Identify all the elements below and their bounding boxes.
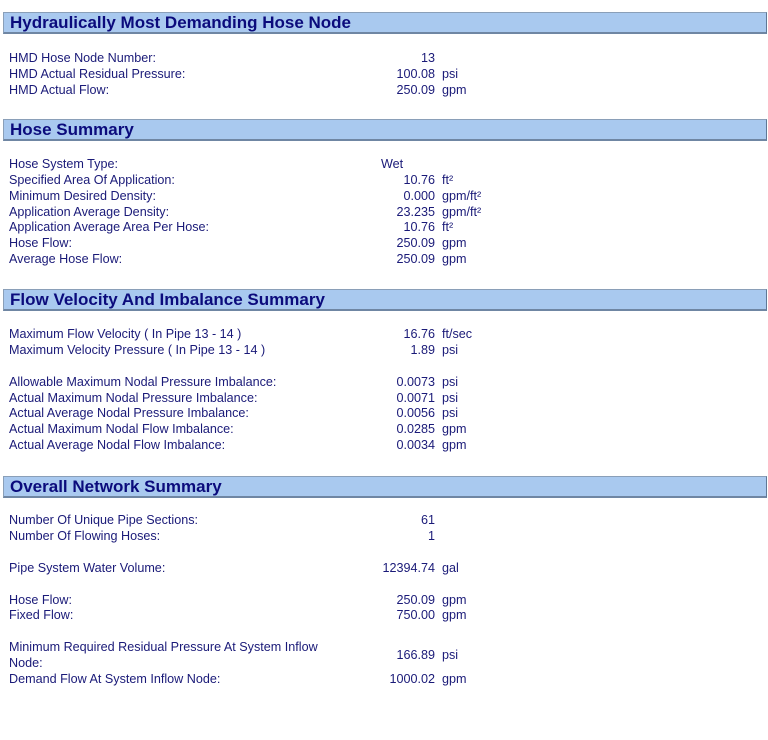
row-label: Fixed Flow: bbox=[9, 608, 74, 622]
row-label: Specified Area Of Application: bbox=[9, 173, 175, 187]
row-unit: ft² bbox=[442, 173, 454, 187]
row-unit: psi bbox=[442, 648, 459, 662]
row-value: 1 bbox=[427, 529, 435, 543]
row-label: Allowable Maximum Nodal Pressure Imbalance: bbox=[9, 375, 277, 389]
row-value: 100.08 bbox=[396, 67, 435, 81]
row-unit: psi bbox=[442, 375, 459, 389]
row-value: 1000.02 bbox=[389, 672, 435, 686]
row-value: 250.09 bbox=[396, 593, 435, 607]
table-row bbox=[9, 50, 768, 66]
row-label: Actual Maximum Nodal Pressure Imbalance: bbox=[9, 391, 258, 405]
row-value: 10.76 bbox=[403, 220, 435, 234]
table-row bbox=[9, 592, 768, 608]
row-unit: gpm/ft² bbox=[442, 189, 482, 203]
table-row bbox=[9, 342, 768, 358]
row-value: 250.09 bbox=[396, 252, 435, 266]
row-unit: psi bbox=[442, 406, 459, 420]
row-value: 0.0034 bbox=[396, 438, 435, 452]
row-value: 250.09 bbox=[396, 236, 435, 250]
row-unit: gpm bbox=[442, 236, 467, 250]
row-unit: gpm bbox=[442, 252, 467, 266]
row-value: 12394.74 bbox=[382, 561, 435, 575]
row-label: Minimum Required Residual Pressure At System Inflow Node: bbox=[9, 640, 318, 670]
row-label: HMD Hose Node Number: bbox=[9, 51, 156, 65]
row-value: 166.89 bbox=[396, 648, 435, 662]
row-unit: gpm bbox=[442, 593, 467, 607]
row-label: Average Hose Flow: bbox=[9, 252, 123, 266]
section-header-flow-velocity-imbalance bbox=[3, 289, 767, 311]
table-row bbox=[9, 528, 768, 544]
row-value: 23.235 bbox=[396, 205, 435, 219]
row-label: Number Of Flowing Hoses: bbox=[9, 529, 161, 543]
row-unit: gpm bbox=[442, 422, 467, 436]
row-label: Maximum Velocity Pressure ( In Pipe 13 - 14 ) bbox=[9, 343, 266, 357]
row-label: Actual Average Nodal Flow Imbalance: bbox=[9, 438, 226, 452]
table-row bbox=[9, 405, 768, 421]
table-row bbox=[9, 671, 768, 687]
row-unit: psi bbox=[442, 391, 459, 405]
row-unit: psi bbox=[442, 67, 459, 81]
table-row bbox=[9, 390, 768, 406]
row-label: HMD Actual Residual Pressure: bbox=[9, 67, 186, 81]
table-row bbox=[9, 66, 768, 82]
row-label: Application Average Area Per Hose: bbox=[9, 220, 209, 234]
row-value: 13 bbox=[420, 51, 435, 65]
row-unit: gpm bbox=[442, 672, 467, 686]
row-value: 750.00 bbox=[396, 608, 435, 622]
table-row bbox=[9, 607, 768, 623]
section-header-hose-summary bbox=[3, 119, 767, 141]
table-row bbox=[9, 204, 768, 220]
table-row bbox=[9, 639, 768, 671]
table-row bbox=[9, 82, 768, 98]
row-label: Hose System Type: bbox=[9, 157, 118, 171]
row-value: 61 bbox=[420, 513, 435, 527]
row-label: Application Average Density: bbox=[9, 205, 170, 219]
row-value: 10.76 bbox=[403, 173, 435, 187]
table-row bbox=[9, 326, 768, 342]
row-label: Actual Average Nodal Pressure Imbalance: bbox=[9, 406, 249, 420]
section-title: Overall Network Summary bbox=[10, 477, 222, 496]
row-label: Hose Flow: bbox=[9, 236, 72, 250]
section-header-hmd-hose-node bbox=[3, 12, 767, 34]
row-value: 0.0056 bbox=[396, 406, 435, 420]
row-label: Demand Flow At System Inflow Node: bbox=[9, 672, 221, 686]
row-label: Pipe System Water Volume: bbox=[9, 561, 166, 575]
row-unit: gal bbox=[442, 561, 459, 575]
table-row bbox=[9, 156, 768, 172]
row-label: Number Of Unique Pipe Sections: bbox=[9, 513, 198, 527]
row-label: HMD Actual Flow: bbox=[9, 83, 110, 97]
table-row bbox=[9, 560, 768, 576]
table-row bbox=[9, 374, 768, 390]
row-value: 250.09 bbox=[396, 83, 435, 97]
row-unit: gpm bbox=[442, 83, 467, 97]
table-row bbox=[9, 437, 768, 453]
section-title: Flow Velocity And Imbalance Summary bbox=[10, 290, 325, 309]
row-label: Actual Maximum Nodal Flow Imbalance: bbox=[9, 422, 234, 436]
row-value: 16.76 bbox=[403, 327, 435, 341]
row-unit: ft² bbox=[442, 220, 454, 234]
row-value: 0.0285 bbox=[396, 422, 435, 436]
table-row bbox=[9, 512, 768, 528]
table-row bbox=[9, 421, 768, 437]
row-value: 1.89 bbox=[410, 343, 435, 357]
row-label: Hose Flow: bbox=[9, 593, 72, 607]
row-value: 0.0071 bbox=[396, 391, 435, 405]
row-value: 0.0073 bbox=[396, 375, 435, 389]
row-label: Minimum Desired Density: bbox=[9, 189, 156, 203]
row-unit: gpm bbox=[442, 438, 467, 452]
row-unit: psi bbox=[442, 343, 459, 357]
row-unit: gpm/ft² bbox=[442, 205, 482, 219]
section-title: Hydraulically Most Demanding Hose Node bbox=[10, 13, 352, 32]
table-row bbox=[9, 219, 768, 235]
section-header-overall-network-summary bbox=[3, 476, 767, 498]
section-title: Hose Summary bbox=[10, 120, 134, 139]
row-label: Maximum Flow Velocity ( In Pipe 13 - 14 ) bbox=[9, 327, 242, 341]
row-unit: ft/sec bbox=[442, 327, 473, 341]
table-row bbox=[9, 235, 768, 251]
table-row bbox=[9, 172, 768, 188]
table-row bbox=[9, 188, 768, 204]
row-unit: gpm bbox=[442, 608, 467, 622]
row-value: Wet bbox=[381, 157, 404, 171]
table-row bbox=[9, 251, 768, 267]
row-value: 0.000 bbox=[403, 189, 435, 203]
